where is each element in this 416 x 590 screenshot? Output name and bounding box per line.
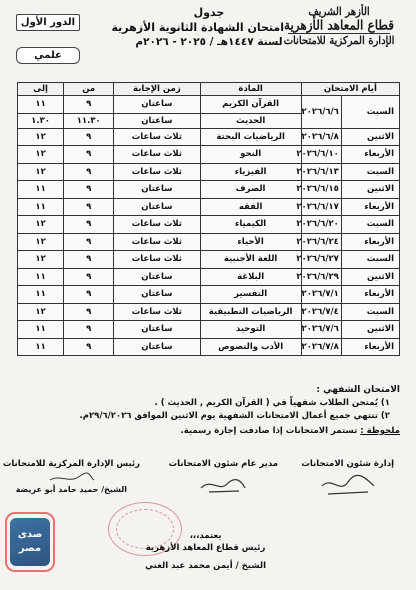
column-header-duration: زمن الإجابة [114,83,200,96]
cell-to: ١١ [18,338,64,356]
cell-date: ٢٠٢٦/٦/٢٧ [301,251,341,269]
cell-day: السبت [341,96,399,129]
handwritten-signature-1 [318,472,378,498]
cell-day: السبت [341,163,399,181]
cell-date: ٢٠٢٦/٦/١٣ [301,163,341,181]
document-subtitle: امتحان الشهادة الثانوية الأزهرية [111,21,284,34]
letterhead-line-3: الإدارة المركزية للامتحانات [283,35,395,48]
cell-date: ٢٠٢٦/٦/٨ [301,128,341,146]
oral-exam-notes [14,384,400,438]
cell-subject: الأدب والنصوص [200,338,301,356]
cell-subject: الصرف [200,181,301,199]
remark-text: تستمر الامتحانات إذا صادفت إجازة رسمية. [180,426,358,436]
cell-date: ٢٠٢٦/٧/١ [301,286,341,304]
table-row [18,96,400,114]
cell-subject: القرآن الكريم [200,96,301,114]
cell-date: ٢٠٢٦/٦/١٧ [301,198,341,216]
schedule-table [17,82,400,356]
remark [14,424,400,438]
cell-date: ٢٠٢٦/٦/١٠ [301,146,341,164]
table-row [18,128,400,146]
cell-to: ١٢ [18,216,64,234]
cell-from: ٩ [64,338,114,356]
cell-date: ٢٠٢٦/٦/٢٠ [301,216,341,234]
cell-to: ١١ [18,268,64,286]
table-row [18,146,400,164]
cell-to: ١٢ [18,233,64,251]
signature-central-head [3,458,140,496]
document-title-block [111,6,284,50]
cell-to: ١٢ [18,163,64,181]
cell-duration: ساعتان [114,198,200,216]
table-row [18,181,400,199]
cell-day: الأربعاء [341,198,399,216]
sector-head-title: رئيس قطاع المعاهد الأزهرية [145,543,266,553]
letterhead-line-2: قطاع المعاهد الأزهرية [284,17,394,33]
cell-duration: ساعتان [114,338,200,356]
table-row [18,303,400,321]
cell-from: ٩ [64,216,114,234]
azhar-letterhead [280,6,398,66]
cell-from: ١١.٣٠ [64,113,114,128]
letterhead-line-1: الأزهر الشريف [308,6,370,19]
cell-duration: ثلاث ساعات [114,251,200,269]
site-watermark [4,508,56,580]
cell-day: الأربعاء [341,338,399,356]
oral-note-1: ١) يُمتحن الطلاب شفهياً في ( القرآن الكريم , الحديث ) . [154,398,390,408]
central-head-title: رئيس الإدارة المركزية للامتحانات [2,459,140,469]
cell-to: ١.٣٠ [18,113,64,128]
cell-from: ٩ [64,198,114,216]
signature-exam-admin [301,458,394,498]
cell-from: ٩ [64,321,114,339]
cell-from: ٩ [64,233,114,251]
cell-to: ١١ [18,96,64,114]
cell-duration: ثلاث ساعات [114,146,200,164]
cell-to: ١١ [18,198,64,216]
cell-duration: ثلاث ساعات [114,128,200,146]
cell-to: ١١ [18,286,64,304]
cell-from: ٩ [64,181,114,199]
cell-to: ١١ [18,321,64,339]
cell-from: ٩ [64,163,114,181]
cell-day: السبت [341,303,399,321]
cell-day: الأربعاء [341,233,399,251]
cell-duration: ثلاث ساعات [114,163,200,181]
cell-subject: الكيمياء [200,216,301,234]
cell-day: السبت [341,216,399,234]
cell-from: ٩ [64,268,114,286]
column-header-from: من [64,83,114,96]
handwritten-signature-2 [195,472,251,496]
cell-to: ١٢ [18,251,64,269]
document-title: جدول [193,6,225,19]
sector-head-name: الشيخ / أيمن محمد عبد الغني [145,561,266,571]
oral-exam-title: الامتحان الشفهي : [316,385,400,395]
table-row [18,286,400,304]
cell-duration: ثلاث ساعات [114,303,200,321]
table-row [18,251,400,269]
cell-day: الاثنين [341,128,399,146]
cell-day: الأربعاء [341,286,399,304]
cell-subject: الرياضيات البحتة [200,128,301,146]
cell-date: ٢٠٢٦/٧/٦ [301,321,341,339]
exam-admin-title: إدارة شئون الامتحانات [301,459,394,469]
cell-date: ٢٠٢٦/٦/٢٤ [301,233,341,251]
watermark-text: صدى مصر [10,518,50,566]
cell-date: ٢٠٢٦/٧/٨ [301,338,341,356]
general-manager-title: مدير عام شئون الامتحانات [168,459,278,469]
cell-subject: الأحياء [200,233,301,251]
cell-duration: ساعتان [114,113,200,128]
cell-subject: النحو [200,146,301,164]
cell-day: السبت [341,251,399,269]
table-row [18,198,400,216]
cell-duration: ساعتان [114,268,200,286]
cell-date: ٢٠٢٦/٦/٦ [301,96,341,129]
cell-subject: اللغة الأجنبية [200,251,301,269]
remark-label: ملحوظة : [360,426,400,436]
cell-subject: الفقه [200,198,301,216]
cell-from: ٩ [64,251,114,269]
cell-from: ٩ [64,128,114,146]
cell-subject: الحديث [200,113,301,128]
cell-subject: الرياضيات التطبيقية [200,303,301,321]
signature-sector-head [145,530,266,572]
table-row [18,216,400,234]
cell-duration: ثلاث ساعات [114,216,200,234]
cell-to: ١٢ [18,303,64,321]
central-head-name: الشيخ/ حميد حامد أبو عريضة [15,485,128,494]
cell-date: ٢٠٢٦/٦/٢٩ [301,268,341,286]
table-row [18,163,400,181]
round-badge: الدور الأول [16,14,80,31]
cell-subject: التفسير [200,286,301,304]
table-row [18,233,400,251]
cell-from: ٩ [64,286,114,304]
cell-from: ٩ [64,96,114,114]
column-header-to: إلى [18,83,64,96]
cell-duration: ساعتان [114,321,200,339]
cell-day: الاثنين [341,321,399,339]
approved-label: يعتمد،،، [189,531,222,541]
table-row [18,338,400,356]
column-header-subject: المادة [200,83,301,96]
signature-general-manager [169,458,278,496]
table-header-row [18,83,400,96]
column-header-days: أيام الامتحان [301,83,399,96]
cell-duration: ساعتان [114,286,200,304]
cell-to: ١١ [18,181,64,199]
cell-to: ١٢ [18,128,64,146]
document-year: لسنة ١٤٤٧هـ / ٢٠٢٥ - ٢٠٢٦م [135,36,283,48]
cell-day: الاثنين [341,181,399,199]
cell-subject: التوحيد [200,321,301,339]
cell-day: الاثنين [341,268,399,286]
oral-note-2: ٢) تنتهي جميع أعمال الامتحانات الشفهية يوم الاثنين الموافق ٢٩/٦/٢٠٢٦م. [79,411,390,421]
cell-to: ١٢ [18,146,64,164]
cell-subject: البلاغة [200,268,301,286]
cell-date: ٢٠٢٦/٧/٤ [301,303,341,321]
cell-duration: ساعتان [114,96,200,114]
cell-duration: ساعتان [114,181,200,199]
cell-day: الأربعاء [341,146,399,164]
cell-date: ٢٠٢٦/٦/١٥ [301,181,341,199]
cell-from: ٩ [64,146,114,164]
cell-from: ٩ [64,303,114,321]
branch-badge: علمي [16,47,80,64]
table-row [18,321,400,339]
handwritten-signature-3 [46,472,96,484]
table-row [18,268,400,286]
cell-duration: ثلاث ساعات [114,233,200,251]
cell-subject: الفيزياء [200,163,301,181]
